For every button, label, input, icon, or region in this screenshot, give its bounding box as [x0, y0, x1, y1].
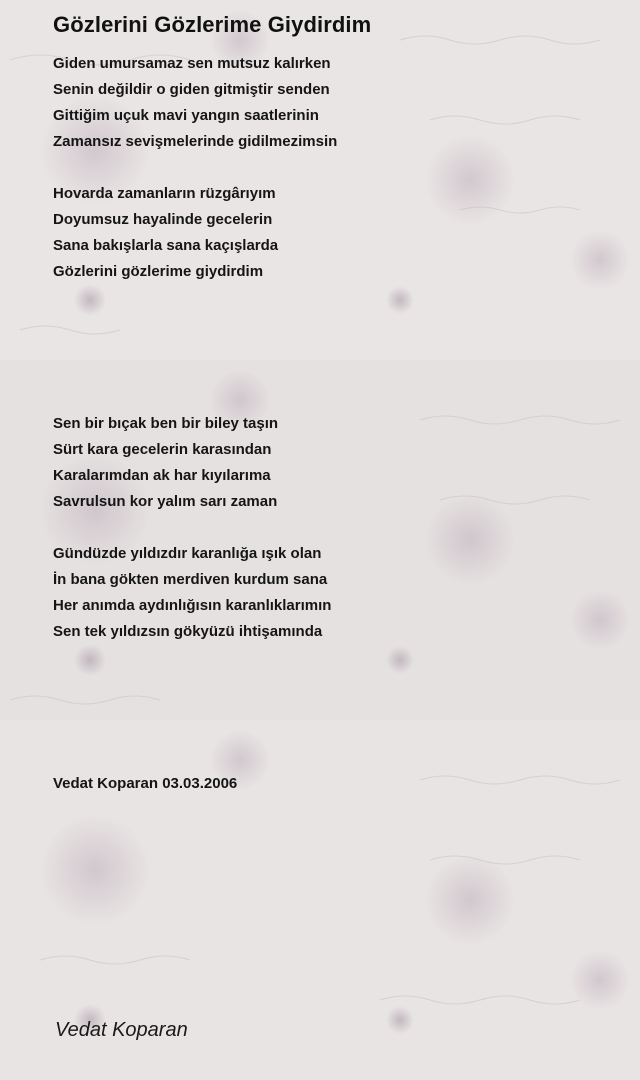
- poem-line: Sen tek yıldızsın gökyüzü ihtişamında: [53, 623, 323, 640]
- poem-line: Sana bakışlarla sana kaçışlarda: [53, 237, 279, 254]
- poem-line: Hovarda zamanların rüzgârıyım: [53, 185, 276, 202]
- poem-line: Giden umursamaz sen mutsuz kalırken: [53, 55, 331, 72]
- poem-line: Doyumsuz hayalinde gecelerin: [53, 211, 273, 228]
- stanza-1: [53, 51, 337, 155]
- poem-line: Zamansız sevişmelerinde gidilmezimsin: [53, 133, 338, 150]
- poem-line: Gözlerini gözlerime giydirdim: [53, 263, 264, 280]
- stanza-3: [53, 411, 278, 515]
- poem-line: Her anımda aydınlığısın karanlıklarımın: [53, 597, 332, 614]
- poem-line: Senin değildir o giden gitmiştir senden: [53, 81, 330, 98]
- poem-line: Savrulsun kor yalım sarı zaman: [53, 493, 278, 510]
- poem-line: Gündüzde yıldızdır karanlığa ışık olan: [53, 545, 322, 562]
- poem-title: Gözlerini Gözlerime Giydirdim: [53, 12, 372, 37]
- poem-line: Gittiğim uçuk mavi yangın saatlerinin: [53, 107, 319, 124]
- poem-signature: Vedat Koparan 03.03.2006: [53, 775, 238, 792]
- stanza-2: [53, 181, 278, 285]
- poem-line: İn bana gökten merdiven kurdum sana: [53, 571, 328, 588]
- stanza-4: [53, 541, 331, 645]
- poem-line: Karalarımdan ak har kıyılarıma: [53, 467, 271, 484]
- author-name: Vedat Koparan: [55, 1019, 188, 1041]
- poem-line: Sürt kara gecelerin karasından: [53, 441, 272, 458]
- poem-line: Sen bir bıçak ben bir biley taşın: [53, 415, 279, 432]
